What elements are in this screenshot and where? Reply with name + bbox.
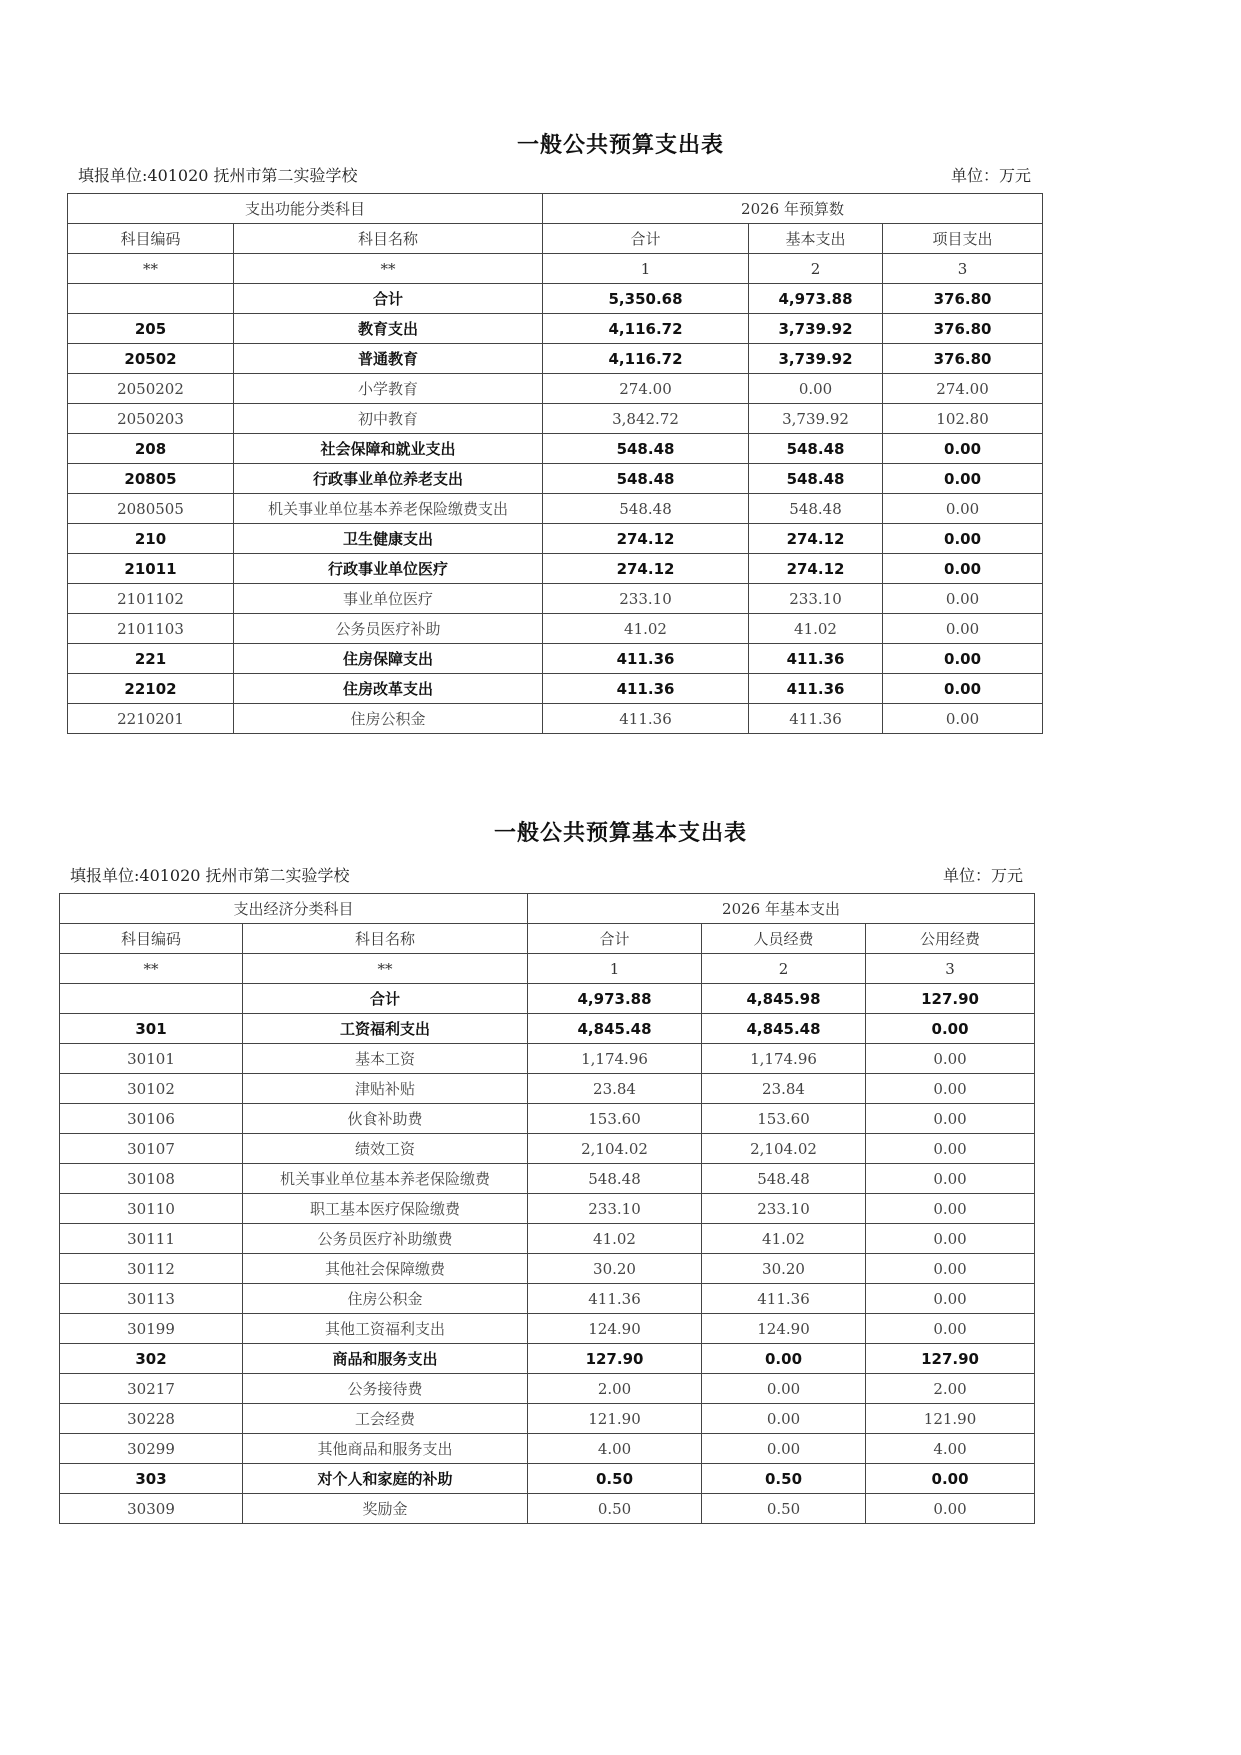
unit-label: 单位：万元 [950,166,1031,185]
col3-cell: 0.00 [883,554,1043,584]
name-cell: 机关事业单位基本养老保险缴费 [243,1164,528,1194]
total-cell: 0.50 [528,1494,702,1524]
col2-cell: 0.00 [702,1434,866,1464]
col2-cell: 153.60 [702,1104,866,1134]
col2-cell: 4,845.48 [702,1014,866,1044]
col3-cell: 0.00 [883,494,1043,524]
name-cell: 合计 [243,984,528,1014]
total-cell: 548.48 [543,494,749,524]
name-cell: 小学教育 [234,374,543,404]
code-cell: 302 [60,1344,243,1374]
code-cell: 30199 [60,1314,243,1344]
col2-cell: 411.36 [749,644,883,674]
name-cell: 卫生健康支出 [234,524,543,554]
col2-cell: 548.48 [749,434,883,464]
table-row [68,584,1043,614]
code-cell: 30228 [60,1404,243,1434]
col3-cell: 4.00 [866,1434,1035,1464]
total-cell: 4,116.72 [543,314,749,344]
col3-cell: 0.00 [866,1044,1035,1074]
name-cell: 奖励金 [243,1494,528,1524]
col3-cell: 0.00 [866,1224,1035,1254]
name-cell: 教育支出 [234,314,543,344]
code-cell: 30101 [60,1044,243,1074]
code-cell: 20502 [68,344,234,374]
code-cell: 30309 [60,1494,243,1524]
code-cell [68,284,234,314]
name-cell: 其他社会保障缴费 [243,1254,528,1284]
col3-cell: 0.00 [866,1254,1035,1284]
index-cell: 2 [702,954,866,984]
code-cell: 2050202 [68,374,234,404]
col3-cell: 2.00 [866,1374,1035,1404]
col2-cell: 548.48 [749,494,883,524]
code-cell: 2210201 [68,704,234,734]
table-row [60,1464,1035,1494]
code-cell: 30108 [60,1164,243,1194]
col3-cell: 0.00 [866,1314,1035,1344]
col2-cell: 4,973.88 [749,284,883,314]
code-cell: 221 [68,644,234,674]
table-row [68,524,1043,554]
col3-cell: 0.00 [883,434,1043,464]
col3-cell: 0.00 [866,1194,1035,1224]
code-cell: 208 [68,434,234,464]
total-cell: 124.90 [528,1314,702,1344]
index-cell: ** [68,254,234,284]
table-row [68,494,1043,524]
table-row [60,1494,1035,1524]
col3-cell: 0.00 [866,1074,1035,1104]
code-cell: 30111 [60,1224,243,1254]
group-header: 支出经济分类科目 [60,894,528,924]
total-cell: 4,845.48 [528,1014,702,1044]
col2-cell: 274.12 [749,524,883,554]
table-row [60,1164,1035,1194]
code-cell: 301 [60,1014,243,1044]
expenditure-table [67,193,1043,734]
reporting-unit: 填报单位:401020 抚州市第二实验学校 [70,866,350,885]
code-cell: 2080505 [68,494,234,524]
col2-cell: 0.00 [749,374,883,404]
name-cell: 伙食补助费 [243,1104,528,1134]
column-header: 科目名称 [243,924,528,954]
total-cell: 3,842.72 [543,404,749,434]
total-cell: 274.12 [543,554,749,584]
total-cell: 121.90 [528,1404,702,1434]
name-cell: 住房保障支出 [234,644,543,674]
total-cell: 4,973.88 [528,984,702,1014]
name-cell: 住房公积金 [234,704,543,734]
col2-cell: 2,104.02 [702,1134,866,1164]
name-cell: 行政事业单位养老支出 [234,464,543,494]
table-row [60,1014,1035,1044]
group-header: 支出功能分类科目 [68,194,543,224]
column-header: 科目编码 [60,924,243,954]
col2-cell: 411.36 [749,704,883,734]
code-cell: 2101102 [68,584,234,614]
table-row [68,674,1043,704]
column-header: 科目编码 [68,224,234,254]
code-cell: 205 [68,314,234,344]
total-cell: 411.36 [543,674,749,704]
index-cell: 1 [543,254,749,284]
col3-cell: 127.90 [866,1344,1035,1374]
table-row [68,644,1043,674]
total-cell: 0.50 [528,1464,702,1494]
total-cell: 233.10 [543,584,749,614]
basic-expenditure-table [59,893,1035,1524]
name-cell: 对个人和家庭的补助 [243,1464,528,1494]
code-cell: 20805 [68,464,234,494]
col2-cell: 233.10 [702,1194,866,1224]
col3-cell: 0.00 [866,1464,1035,1494]
index-cell: ** [243,954,528,984]
total-cell: 411.36 [543,644,749,674]
name-cell: 公务员医疗补助 [234,614,543,644]
name-cell: 事业单位医疗 [234,584,543,614]
name-cell: 行政事业单位医疗 [234,554,543,584]
group-header: 2026 年预算数 [543,194,1043,224]
total-cell: 274.00 [543,374,749,404]
col3-cell: 0.00 [866,1494,1035,1524]
col2-cell: 30.20 [702,1254,866,1284]
table-row [60,1404,1035,1434]
total-cell: 4,116.72 [543,344,749,374]
col3-cell: 376.80 [883,284,1043,314]
table-row [68,614,1043,644]
name-cell: 初中教育 [234,404,543,434]
code-cell: 22102 [68,674,234,704]
name-cell: 商品和服务支出 [243,1344,528,1374]
code-cell: 30112 [60,1254,243,1284]
col3-cell: 0.00 [883,674,1043,704]
col2-cell: 23.84 [702,1074,866,1104]
col2-cell: 3,739.92 [749,404,883,434]
col2-cell: 0.00 [702,1404,866,1434]
name-cell: 公务接待费 [243,1374,528,1404]
total-cell: 233.10 [528,1194,702,1224]
column-header: 人员经费 [702,924,866,954]
reporting-unit: 填报单位:401020 抚州市第二实验学校 [78,166,358,185]
col2-cell: 274.12 [749,554,883,584]
column-header: 项目支出 [883,224,1043,254]
name-cell: 机关事业单位基本养老保险缴费支出 [234,494,543,524]
name-cell: 职工基本医疗保险缴费 [243,1194,528,1224]
col3-cell: 0.00 [866,1104,1035,1134]
total-cell: 30.20 [528,1254,702,1284]
code-cell: 303 [60,1464,243,1494]
table-row [68,464,1043,494]
table-row [68,374,1043,404]
col3-cell: 376.80 [883,314,1043,344]
table-row [68,704,1043,734]
table-row [60,1314,1035,1344]
table-row [60,1134,1035,1164]
col2-cell: 0.50 [702,1464,866,1494]
table-row [68,554,1043,584]
code-cell: 30102 [60,1074,243,1104]
code-cell: 30217 [60,1374,243,1404]
total-cell: 127.90 [528,1344,702,1374]
table-row [60,1224,1035,1254]
name-cell: 工会经费 [243,1404,528,1434]
col3-cell: 0.00 [883,524,1043,554]
column-header: 基本支出 [749,224,883,254]
col3-cell: 127.90 [866,984,1035,1014]
table-row [68,434,1043,464]
name-cell: 合计 [234,284,543,314]
total-cell: 41.02 [543,614,749,644]
name-cell: 住房公积金 [243,1284,528,1314]
col2-cell: 3,739.92 [749,344,883,374]
column-header: 合计 [543,224,749,254]
total-cell: 2,104.02 [528,1134,702,1164]
col3-cell: 0.00 [866,1014,1035,1044]
table-row [60,1284,1035,1314]
table-title: 一般公共预算基本支出表 [493,821,747,846]
col2-cell: 41.02 [749,614,883,644]
col2-cell: 4,845.98 [702,984,866,1014]
code-cell: 30110 [60,1194,243,1224]
index-cell: 1 [528,954,702,984]
code-cell: 210 [68,524,234,554]
col3-cell: 102.80 [883,404,1043,434]
index-cell: ** [234,254,543,284]
col3-cell: 274.00 [883,374,1043,404]
name-cell: 其他工资福利支出 [243,1314,528,1344]
code-cell: 2101103 [68,614,234,644]
name-cell: 其他商品和服务支出 [243,1434,528,1464]
total-cell: 41.02 [528,1224,702,1254]
col2-cell: 41.02 [702,1224,866,1254]
col2-cell: 0.00 [702,1374,866,1404]
total-cell: 274.12 [543,524,749,554]
group-header: 2026 年基本支出 [528,894,1035,924]
col3-cell: 0.00 [866,1164,1035,1194]
col2-cell: 124.90 [702,1314,866,1344]
col2-cell: 233.10 [749,584,883,614]
col2-cell: 0.00 [702,1344,866,1374]
table-row [68,284,1043,314]
col2-cell: 411.36 [702,1284,866,1314]
column-header: 公用经费 [866,924,1035,954]
index-cell: 3 [866,954,1035,984]
col3-cell: 0.00 [883,644,1043,674]
total-cell: 548.48 [528,1164,702,1194]
code-cell: 2050203 [68,404,234,434]
code-cell [60,984,243,1014]
col3-cell: 376.80 [883,344,1043,374]
name-cell: 津贴补贴 [243,1074,528,1104]
col3-cell: 121.90 [866,1404,1035,1434]
table-row [60,1374,1035,1404]
total-cell: 23.84 [528,1074,702,1104]
col2-cell: 548.48 [702,1164,866,1194]
table-row [68,344,1043,374]
col3-cell: 0.00 [866,1134,1035,1164]
index-cell: ** [60,954,243,984]
name-cell: 公务员医疗补助缴费 [243,1224,528,1254]
name-cell: 普通教育 [234,344,543,374]
col3-cell: 0.00 [866,1284,1035,1314]
name-cell: 基本工资 [243,1044,528,1074]
table-row [60,1254,1035,1284]
name-cell: 工资福利支出 [243,1014,528,1044]
col3-cell: 0.00 [883,584,1043,614]
code-cell: 30113 [60,1284,243,1314]
code-cell: 30299 [60,1434,243,1464]
total-cell: 411.36 [543,704,749,734]
name-cell: 社会保障和就业支出 [234,434,543,464]
column-header: 科目名称 [234,224,543,254]
table-row [60,984,1035,1014]
total-cell: 4.00 [528,1434,702,1464]
total-cell: 411.36 [528,1284,702,1314]
col2-cell: 3,739.92 [749,314,883,344]
index-cell: 3 [883,254,1043,284]
name-cell: 住房改革支出 [234,674,543,704]
col2-cell: 411.36 [749,674,883,704]
code-cell: 30106 [60,1104,243,1134]
table-row [68,314,1043,344]
code-cell: 21011 [68,554,234,584]
index-cell: 2 [749,254,883,284]
name-cell: 绩效工资 [243,1134,528,1164]
table-row [60,1194,1035,1224]
total-cell: 1,174.96 [528,1044,702,1074]
total-cell: 548.48 [543,464,749,494]
col2-cell: 0.50 [702,1494,866,1524]
code-cell: 30107 [60,1134,243,1164]
col3-cell: 0.00 [883,464,1043,494]
table-row [60,1104,1035,1134]
total-cell: 5,350.68 [543,284,749,314]
col3-cell: 0.00 [883,614,1043,644]
col3-cell: 0.00 [883,704,1043,734]
table-row [60,1344,1035,1374]
unit-label: 单位：万元 [942,866,1023,885]
col2-cell: 548.48 [749,464,883,494]
table-row [60,1434,1035,1464]
table-row [60,1074,1035,1104]
table-row [60,1044,1035,1074]
total-cell: 153.60 [528,1104,702,1134]
table-row [68,404,1043,434]
col2-cell: 1,174.96 [702,1044,866,1074]
column-header: 合计 [528,924,702,954]
total-cell: 548.48 [543,434,749,464]
total-cell: 2.00 [528,1374,702,1404]
table-title: 一般公共预算支出表 [516,133,724,158]
